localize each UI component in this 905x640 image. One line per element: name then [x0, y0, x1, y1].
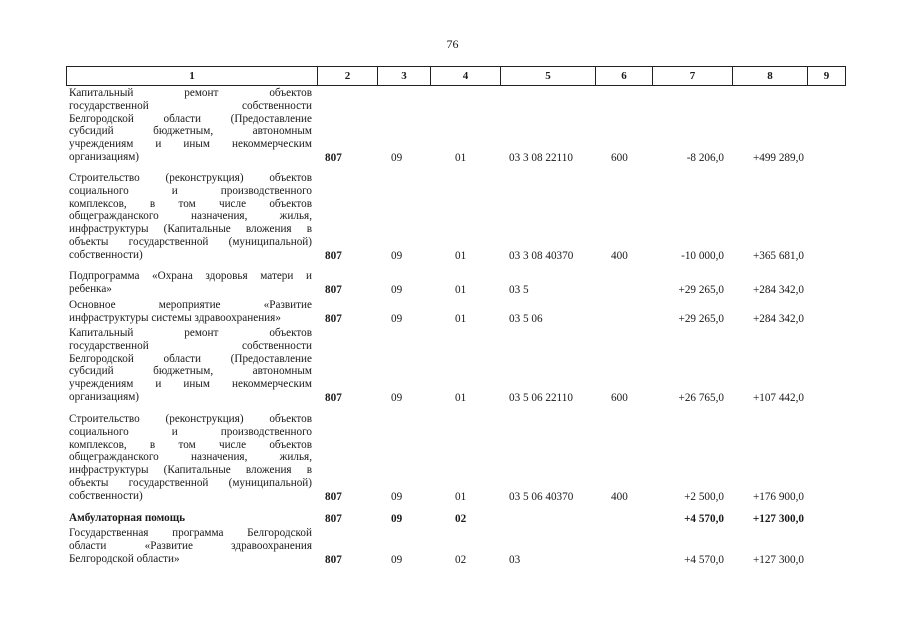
- cell-c3: 09: [391, 249, 403, 262]
- cell-c8: +176 900,0: [752, 490, 804, 503]
- cell-c7: +29 265,0: [678, 283, 724, 296]
- row-description: [69, 299, 312, 325]
- description-line: Белгородской области»: [69, 552, 180, 565]
- cell-c6: 400: [611, 490, 628, 503]
- description-line: общегражданского назначения, жилья,: [69, 210, 312, 223]
- row-description: [69, 413, 312, 503]
- cell-c7: +4 570,0: [684, 513, 724, 525]
- cell-c2: 807: [325, 249, 342, 262]
- cell-c7: +26 765,0: [678, 392, 724, 404]
- row-description: [69, 512, 312, 525]
- description-line: общегражданского назначения, жилья,: [69, 451, 312, 464]
- cell-c7: +2 500,0: [684, 490, 724, 503]
- header-col-5: 5: [500, 67, 595, 85]
- cell-c5: 03 3 08 40370: [509, 249, 574, 262]
- description-line: комплексов, в том числе объектов: [69, 197, 312, 210]
- description-line: Амбулаторная помощь: [69, 512, 186, 524]
- description-line: Белгородской области (Предоставление: [69, 352, 312, 365]
- cell-c4: 02: [455, 513, 467, 525]
- description-line: организациям): [69, 150, 140, 163]
- description-line: социального и производственного: [69, 184, 312, 197]
- cell-c6: 600: [611, 152, 628, 164]
- cell-c7: -10 000,0: [681, 249, 724, 262]
- cell-c6: 400: [611, 249, 628, 262]
- cell-c2: 807: [325, 513, 342, 525]
- cell-c8: +107 442,0: [752, 392, 804, 404]
- description-line: собственности): [69, 489, 143, 502]
- row-description: [69, 87, 312, 164]
- description-line: государственной собственности: [69, 99, 312, 112]
- cell-c4: 01: [455, 152, 467, 164]
- description-line: инфраструктуры (Капитальные вложения в: [69, 223, 312, 236]
- header-col-9: 9: [807, 67, 845, 85]
- cell-c3: 09: [391, 283, 403, 296]
- row-description: [69, 172, 312, 262]
- cell-c4: 01: [455, 490, 467, 503]
- description-line: области «Развитие здравоохранения: [69, 539, 312, 552]
- description-line: субсидий бюджетным, автономным: [69, 365, 312, 378]
- cell-c7: +29 265,0: [678, 312, 724, 325]
- cell-c8: +499 289,0: [752, 152, 804, 164]
- cell-c3: 09: [391, 490, 403, 503]
- cell-c3: 09: [391, 513, 403, 525]
- cell-c2: 807: [325, 392, 342, 404]
- cell-c2: 807: [325, 490, 342, 503]
- table-header: [66, 66, 846, 86]
- description-line: Капитальный ремонт объектов: [69, 327, 312, 339]
- description-line: учреждениям и иным некоммерческим: [69, 378, 312, 391]
- description-line: инфраструктуры системы здравоохранения»: [69, 311, 281, 324]
- description-line: субсидий бюджетным, автономным: [69, 125, 312, 138]
- cell-c3: 09: [391, 312, 403, 325]
- row-description: [69, 327, 312, 404]
- cell-c4: 01: [455, 283, 467, 296]
- cell-c5: 03: [509, 553, 521, 566]
- cell-c5: 03 5 06: [509, 312, 543, 325]
- header-col-2: 2: [317, 67, 377, 85]
- description-line: Строительство (реконструкция) объектов: [69, 413, 312, 425]
- cell-c8: +365 681,0: [752, 249, 804, 262]
- description-line: комплексов, в том числе объектов: [69, 438, 312, 451]
- page-number: 76: [446, 37, 459, 51]
- cell-c2: 807: [325, 152, 342, 164]
- header-col-7: 7: [652, 67, 732, 85]
- cell-c4: 02: [455, 553, 467, 566]
- description-line: инфраструктуры (Капитальные вложения в: [69, 464, 312, 477]
- header-col-3: 3: [377, 67, 430, 85]
- cell-c4: 01: [455, 249, 467, 262]
- row-description: [69, 270, 312, 296]
- cell-c2: 807: [325, 553, 342, 566]
- cell-c8: +284 342,0: [752, 283, 804, 296]
- description-line: ребенка»: [69, 282, 112, 295]
- cell-c4: 01: [455, 312, 467, 325]
- cell-c5: 03 5: [509, 283, 529, 296]
- header-col-1: 1: [189, 70, 195, 82]
- description-line: Государственная программа Белгородской: [69, 527, 312, 539]
- cell-c5: 03 5 06 40370: [509, 490, 574, 503]
- description-line: собственности): [69, 248, 143, 261]
- cell-c3: 09: [391, 392, 403, 404]
- cell-c8: +127 300,0: [752, 553, 804, 566]
- cell-c3: 09: [391, 152, 403, 164]
- description-line: Белгородской области (Предоставление: [69, 112, 312, 125]
- cell-c2: 807: [325, 312, 342, 325]
- row-description: [69, 527, 312, 565]
- description-line: организациям): [69, 390, 140, 403]
- description-line: объекты государственной (муниципальной): [69, 476, 312, 489]
- header-col-8: 8: [732, 67, 807, 85]
- cell-c8: +284 342,0: [752, 312, 804, 325]
- description-line: государственной собственности: [69, 339, 312, 352]
- description-line: Строительство (реконструкция) объектов: [69, 172, 312, 184]
- cell-c4: 01: [455, 392, 467, 404]
- description-line: учреждениям и иным некоммерческим: [69, 138, 312, 151]
- description-line: Подпрограмма «Охрана здоровья матери и: [69, 270, 312, 282]
- cell-c3: 09: [391, 553, 403, 566]
- description-line: Основное мероприятие «Развитие: [69, 299, 312, 311]
- header-col-4: 4: [430, 67, 500, 85]
- cell-c8: +127 300,0: [752, 513, 804, 525]
- description-line: социального и производственного: [69, 425, 312, 438]
- cell-c2: 807: [325, 283, 342, 296]
- header-col-6: 6: [595, 67, 652, 85]
- cell-c7: +4 570,0: [684, 553, 724, 566]
- cell-c5: 03 5 06 22110: [509, 392, 573, 404]
- cell-c5: 03 3 08 22110: [509, 152, 573, 164]
- cell-c6: 600: [611, 392, 628, 404]
- description-line: объекты государственной (муниципальной): [69, 235, 312, 248]
- cell-c7: -8 206,0: [686, 152, 724, 164]
- description-line: Капитальный ремонт объектов: [69, 87, 312, 99]
